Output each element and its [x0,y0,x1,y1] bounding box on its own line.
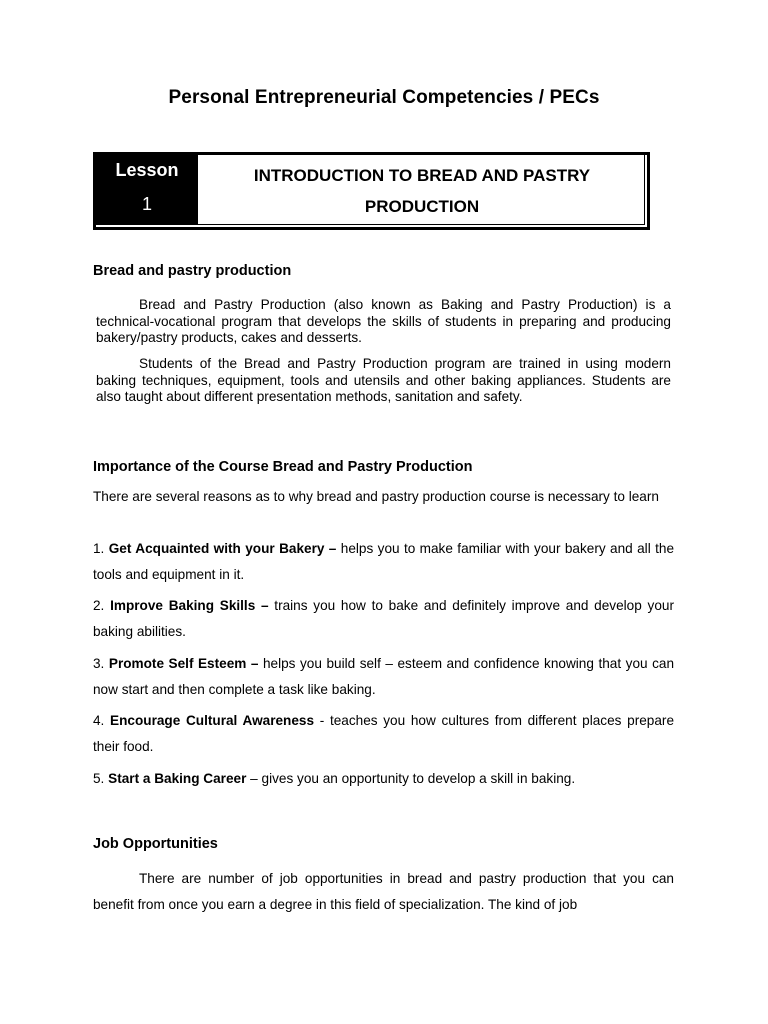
list-item [93,766,674,792]
lesson-header-inner [96,155,645,225]
list-item-text: - teaches you how cultures from different places prepare their food. [93,713,674,754]
list-item-title: Encourage Cultural Awareness [110,713,315,728]
list-item-title: Get Acquainted with your Bakery – [108,541,337,556]
lesson-label: Lesson [115,160,179,180]
section-heading-bread-pastry: Bread and pastry production [93,263,292,279]
lesson-title-line1: INTRODUCTION TO BREAD AND PASTRY [253,166,591,185]
section-heading-job-opportunities: Job Opportunities [93,836,218,852]
importance-intro: There are several reasons as to why bread and pastry production course is necessary to learn [93,489,659,504]
paragraph-intro: Bread and Pastry Production (also known as Baking and Pastry Production) is a technical-vocational program that develops the skills of students in preparing and producing bakery/pastry products, cakes and desserts. [96,297,671,346]
lesson-title-line2: PRODUCTION [364,197,480,216]
list-item-title: Improve Baking Skills – [110,598,269,613]
list-item-text: – gives you an opportunity to develop a skill in baking. [250,771,576,786]
list-item [93,593,674,644]
list-item-text: helps you build self – esteem and confidence knowing that you can now start and then complete a task like baking. [93,656,675,697]
paragraph-job-opportunities: There are number of job opportunities in bread and pastry production that you can benefit from once you earn a degree in this field of specialization. The kind of job [93,871,674,912]
list-item-number: 5. [93,771,105,786]
list-item-title: Start a Baking Career [108,771,247,786]
paragraph-students: Students of the Bread and Pastry Production program are trained in using modern baking techniques, equipment, tools and utensils and other baking appliances. Students are also taught about different presentation methods, sanitation and safety. [96,356,671,405]
list-item-text: trains you how to bake and definitely improve and develop your baking abilities. [93,598,674,639]
list-item [93,536,674,587]
lesson-title [199,160,645,222]
lesson-number-cell [96,155,198,224]
list-item-title: Promote Self Esteem – [108,656,259,671]
list-item-number: 3. [93,656,105,671]
list-item [93,708,674,759]
list-item-number: 1. [93,541,105,556]
section-heading-importance: Importance of the Course Bread and Pastry Production [93,459,473,475]
list-item-number: 4. [93,713,105,728]
list-item [93,651,674,702]
lesson-header-box [93,152,650,230]
page-title: Personal Entrepreneurial Competencies / PECs [168,87,600,108]
lesson-number: 1 [141,194,152,214]
list-item-text: helps you to make familiar with your bakery and all the tools and equipment in it. [93,541,674,582]
list-item-number: 2. [93,598,105,613]
